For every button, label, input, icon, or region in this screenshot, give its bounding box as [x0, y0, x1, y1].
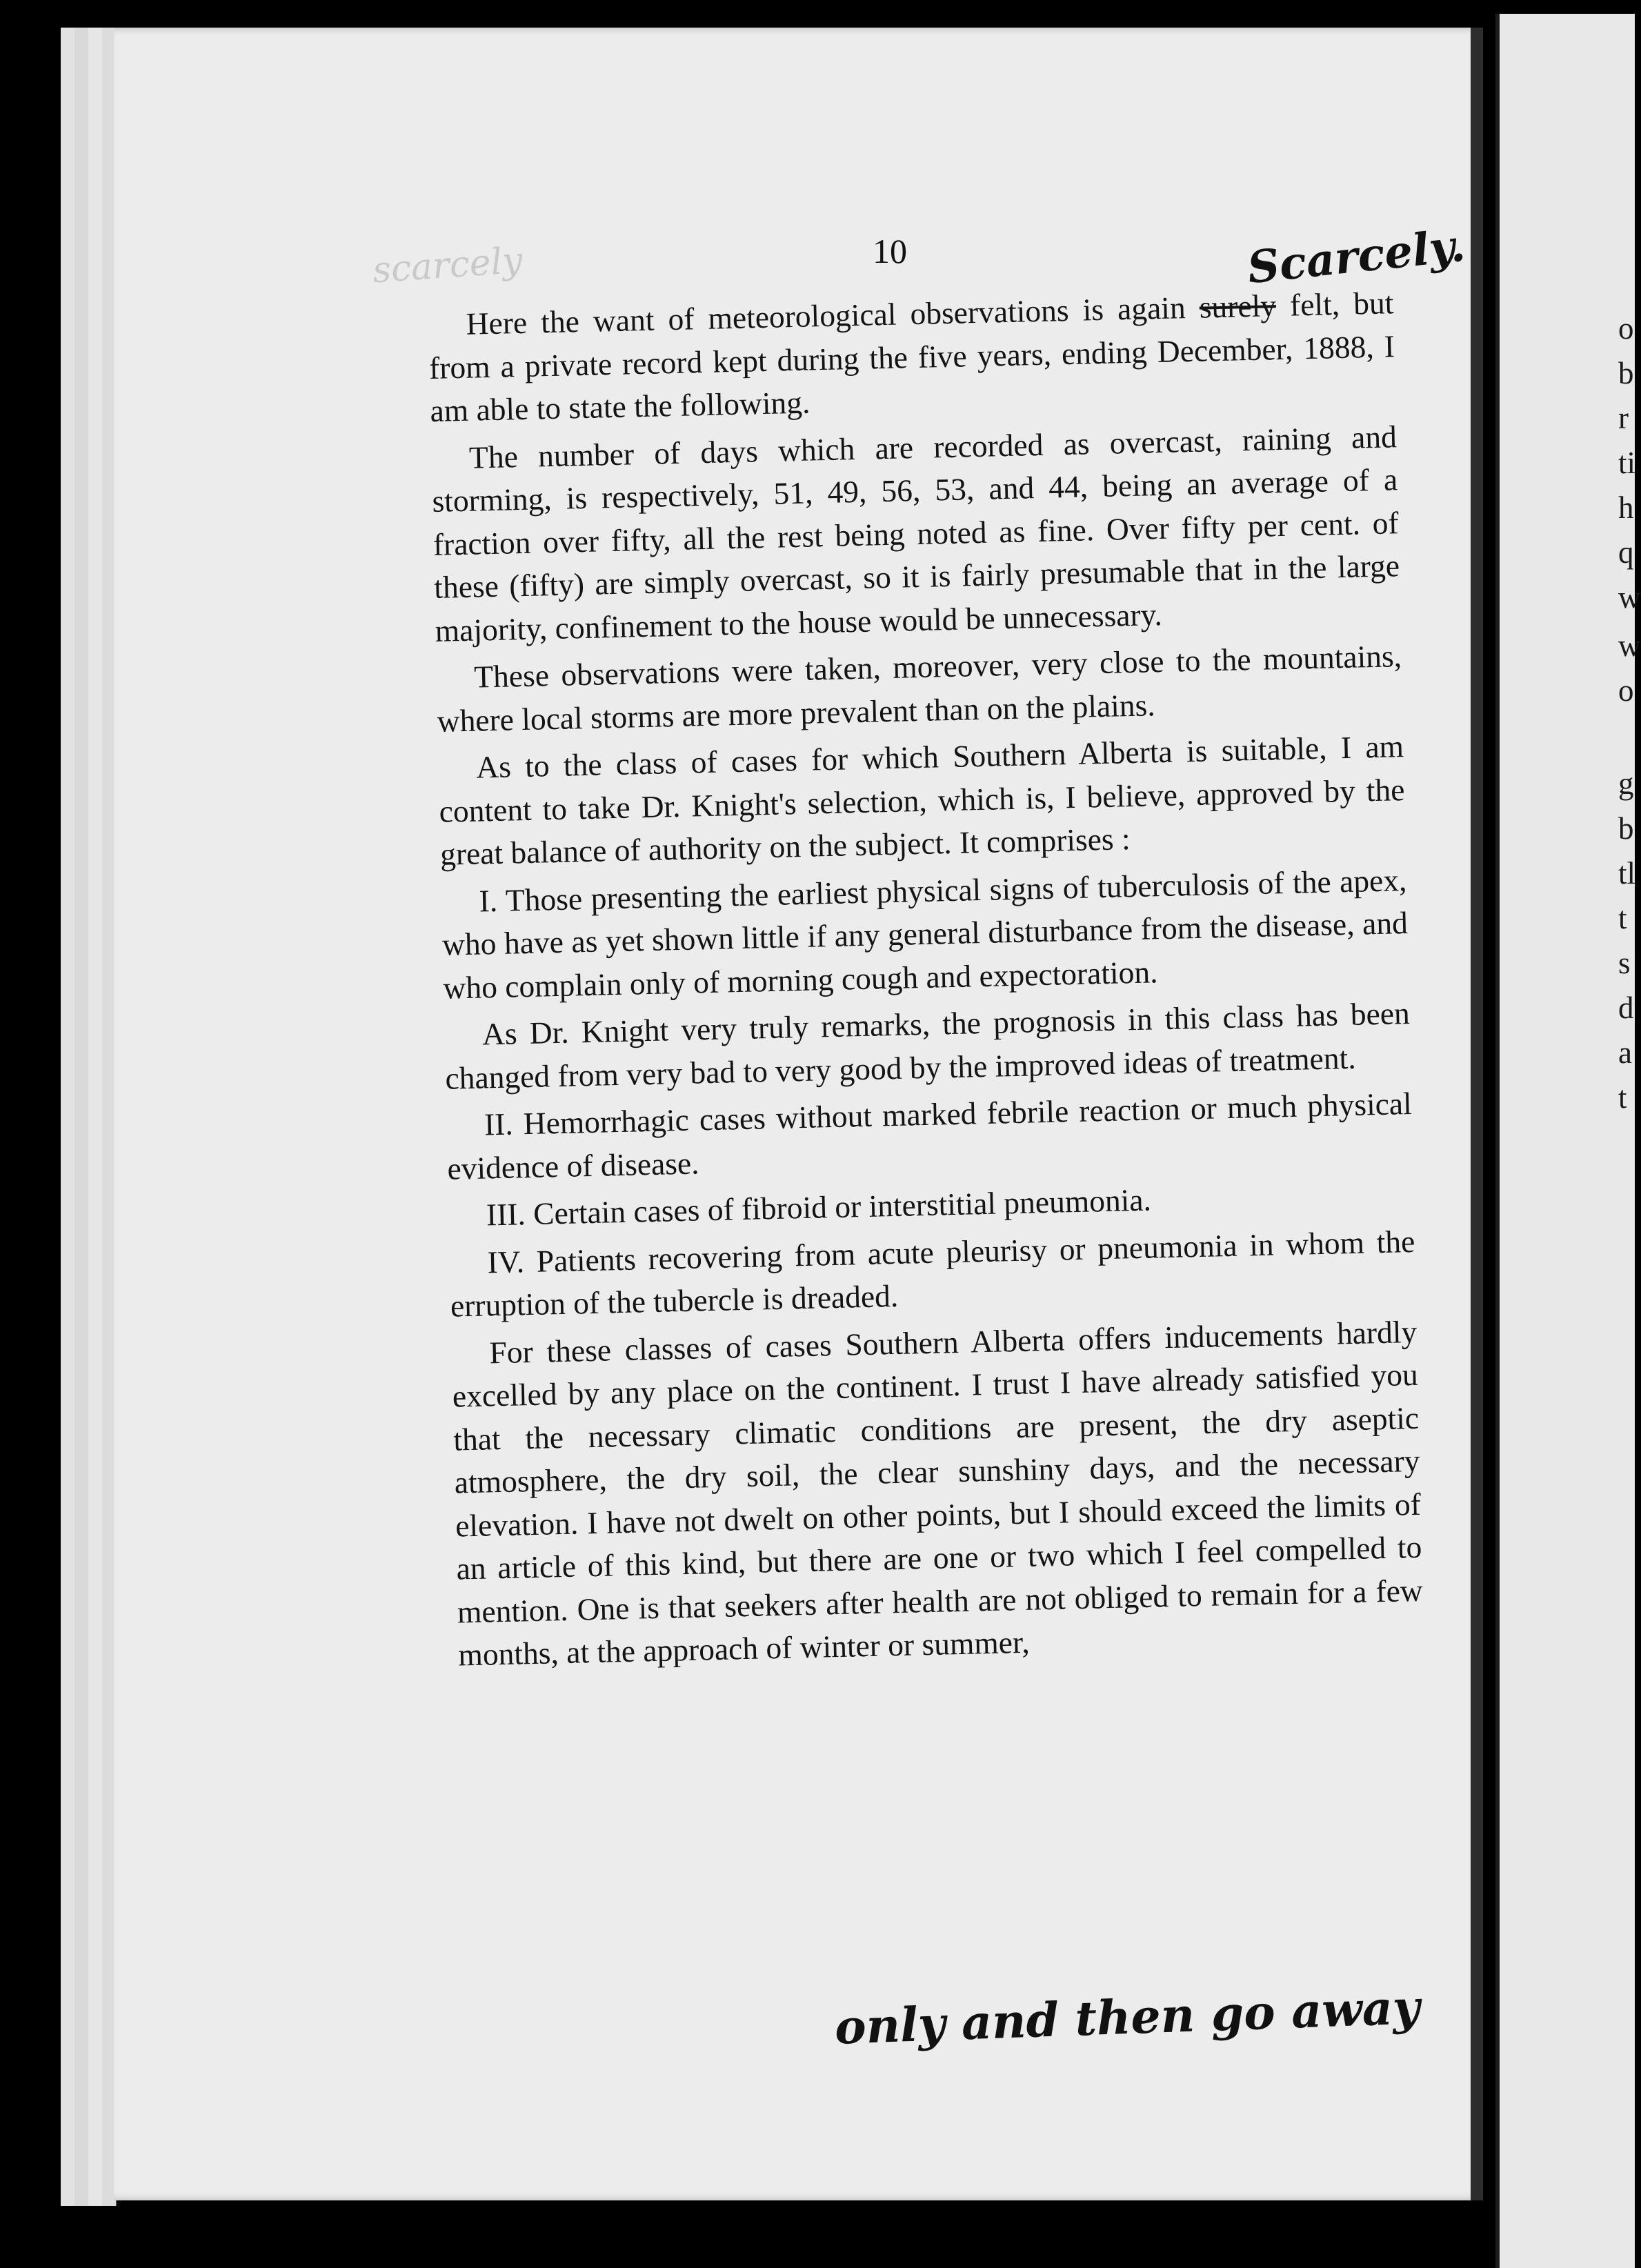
text-fragment: b [1618, 811, 1634, 846]
text-fragment: o [1618, 673, 1634, 708]
text-fragment: h [1618, 490, 1634, 525]
paragraph: As to the class of cases for which Southern Alberta is suitable, I am content to take Dr. Knight's selection, which is, I believe, approved by the great balance of authority on the subject. It comprises : [439, 728, 1405, 872]
text-fragment: g [1618, 766, 1634, 801]
paragraph-text: felt, but from a private record kept during the five years, ending December, 1888, I am able to state the following. [428, 285, 1395, 428]
text-fragment: w [1618, 580, 1641, 615]
text-fragment: w [1618, 628, 1641, 663]
body-text [428, 281, 1424, 1677]
text-fragment: d [1618, 991, 1634, 1025]
list-item: III. Certain cases of fibroid or interstitial pneumonia. [486, 1182, 1152, 1233]
list-item: IV. Patients recovering from acute pleurisy or pneumonia in whom the erruption of the tubercle is dreaded. [450, 1223, 1415, 1324]
faint-annotation: scarcely [371, 239, 524, 292]
paragraph: As Dr. Knight very truly remarks, the prognosis in this class has been changed from very bad to very good by the improved ideas of treatment. [444, 995, 1411, 1096]
paragraph [428, 281, 1396, 432]
text-fragment: b [1618, 356, 1634, 390]
text-fragment: o [1618, 311, 1634, 346]
text-fragment: ti [1618, 446, 1636, 480]
text-fragment: q [1618, 535, 1634, 570]
page-edge [74, 28, 90, 2206]
page-edge [88, 28, 103, 2206]
page-edge [61, 28, 76, 2206]
text-fragment: tl [1618, 856, 1636, 891]
paragraph: These observations were taken, moreover, very close to the mountains, where local storms are more prevalent than on the plains. [437, 638, 1402, 739]
paragraph: The number of days which are recorded as overcast, raining and storming, is respectively, 51, 49, 56, 53, and 44, being an average of a fraction over fifty, all the rest being noted as fine. Over fifty per cent. of these (fifty) are simply overcast, so it is fairly presumable that in the large majority, confinement to the house would be unnecessary. [431, 418, 1400, 648]
text-fragment: t [1618, 1080, 1627, 1115]
list-item: II. Hemorrhagic cases without marked febrile reaction or much physical evidence of disease. [446, 1085, 1413, 1186]
handwritten-correction: Scarcely. [1244, 219, 1468, 295]
adjacent-page [1495, 14, 1641, 2268]
text-fragment: s [1618, 946, 1631, 980]
list-item: I. Those presenting the earliest physical signs of tuberculosis of the apex, who have as yet shown little if any general disturbance from the disease, and who complain only of morning cough and expectoration. [441, 862, 1409, 1006]
handwritten-note: only and then go away [833, 1980, 1421, 2056]
text-fragment: a [1618, 1035, 1632, 1070]
paragraph: For these classes of cases Southern Alberta offers inducements hardly excelled by any place on the continent. I trust I have already satisfied you that the necessary climatic conditions are present, the dry aseptic atmosphere, the dry soil, the clear sunshiny days, and the necessary elevation. I have not dwelt on other points, but I should exceed the limits of an article of this kind, but there are one or two which I feel compelled to mention. One is that seekers after health are not obliged to remain for a few months, at the approach of winter or summer, [452, 1313, 1424, 1673]
page-number: 10 [873, 232, 907, 270]
paragraph-text: Here the want of meteorological observations is again [466, 289, 1200, 341]
text-fragment: t [1618, 901, 1627, 935]
struck-word: surely [1199, 288, 1277, 325]
text-fragment: r [1618, 401, 1629, 435]
